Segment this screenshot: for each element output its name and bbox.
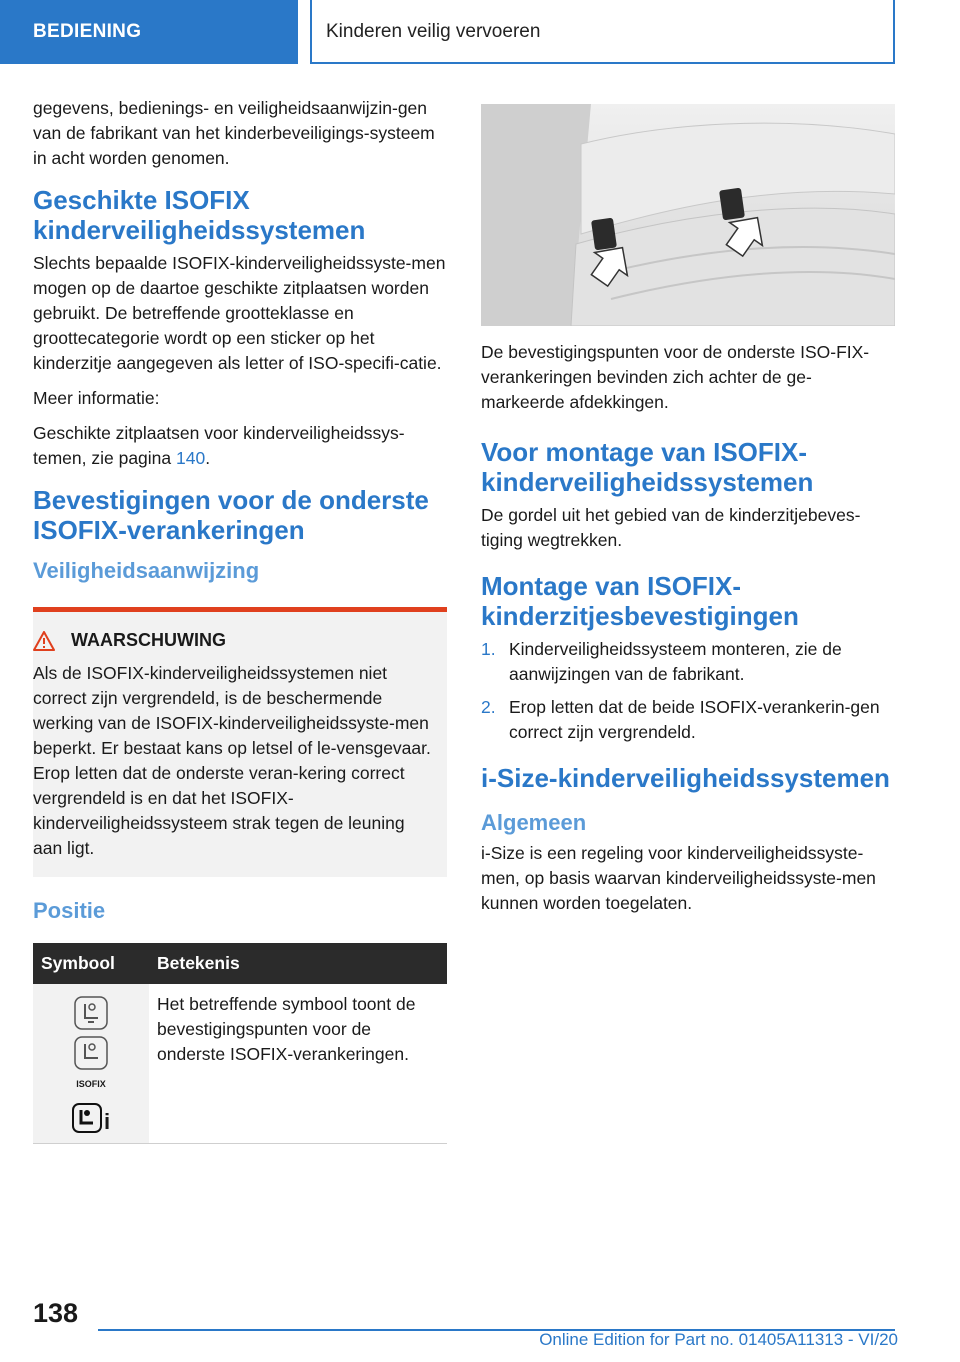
paragraph-voor-montage: De gordel uit het gebied van de kinderzitjebeves-tiging wegtrekken.: [481, 505, 861, 550]
table-header-symbool: Symbool: [33, 943, 149, 984]
reference-paragraph: [33, 421, 447, 471]
warning-text: Als de ISOFIX-kinderveiligheidssystemen niet correct zijn vergrendeld, is de beschermende werking van de ISOFIX-kinderveiligheidssyste-men beperkt. Er bestaat kans op letsel of le-vensgevaar. Erop letten dat de onderste veran-kering correct vergrendeld is en dat het ISOFIX-kinderveiligheidssysteem strak tegen de leuning aan ligt.: [33, 663, 431, 858]
heading-isize: i-Size-kinderveiligheidssystemen: [481, 763, 890, 793]
heading-algemeen: Algemeen: [481, 810, 587, 835]
warning-triangle-icon: [33, 631, 55, 651]
isofix-info-symbol: [39, 1103, 143, 1133]
montage-steps: [481, 637, 895, 745]
section-tab: BEDIENING: [0, 0, 298, 64]
heading-bevestigingen: Bevestigingen voor de onderste ISOFIX-verankeringen: [33, 485, 429, 545]
isofix-seat-icon: [74, 996, 108, 1030]
page-title: Kinderen veilig vervoeren: [310, 0, 895, 64]
isofix-anchor-photo: [481, 104, 895, 326]
heading-veiligheidsaanwijzing: Veiligheidsaanwijzing: [33, 558, 260, 583]
warning-title: [33, 630, 435, 651]
seat-illustration: [481, 104, 895, 326]
reference-text: Geschikte zitplaatsen voor kinderveiligheidssys-temen, zie pagina: [33, 423, 405, 468]
photo-caption: De bevestigingspunten voor de onderste ISO-FIX-verankeringen bevinden zich achter de ge-markeerde afdekkingen.: [481, 342, 870, 412]
heading-voor-montage: Voor montage van ISOFIX-kinderveiligheidssystemen: [481, 437, 814, 497]
heading-geschikt: Geschikte ISOFIX kinderveiligheidssystemen: [33, 185, 366, 245]
right-column: [481, 104, 895, 926]
warning-title-label: WAARSCHUWING: [71, 630, 226, 650]
info-letter: i: [103, 1109, 111, 1134]
isofix-seat-dark-icon: [72, 1103, 102, 1133]
table-header-betekenis: Betekenis: [149, 943, 447, 984]
table-row: [33, 984, 447, 1144]
step-text: Erop letten dat de beide ISOFIX-verankerin-gen correct zijn vergrendeld.: [509, 697, 880, 742]
intro-paragraph: gegevens, bedienings- en veiligheidsaanwijzin-gen van de fabrikant van het kinderbeveiligings-systeem in acht worden genomen.: [33, 98, 435, 168]
meaning-cell: Het betreffende symbool toont de bevestigingspunten voor de onderste ISOFIX-verankeringen.: [149, 984, 447, 1144]
reference-dot: .: [205, 448, 211, 468]
step-number: 2.: [481, 697, 496, 717]
isofix-seat-label-icon: [74, 1036, 108, 1070]
symbol-table: [33, 943, 447, 1144]
paragraph-geschikt: Slechts bepaalde ISOFIX-kinderveiligheidssyste-men mogen op de daartoe geschikte zitplaatsen worden gebruikt. De betreffende grootteklasse en groottecategorie wordt op een sticker op het kinderzitje aangegeven als letter of ISO-specifi-catie.: [33, 253, 446, 373]
page-number: 138: [33, 1298, 79, 1328]
table-header-row: [33, 943, 447, 984]
page-link[interactable]: 140: [176, 448, 206, 468]
meer-informatie-label: Meer informatie:: [33, 388, 160, 408]
list-item: [481, 695, 895, 745]
paragraph-algemeen: i-Size is een regeling voor kinderveiligheidssyste-men, op basis waarvan kinderveiligheidssyste-men kunnen worden toegelaten.: [481, 843, 876, 913]
step-number: 1.: [481, 639, 496, 659]
warning-box: [33, 607, 447, 877]
heading-montage: Montage van ISOFIX-kinderzitjesbevestigingen: [481, 571, 799, 631]
footer-edition: Online Edition for Part no. 01405A11313 - VI/20: [539, 1330, 898, 1349]
isofix-label: ISOFIX: [76, 1079, 106, 1089]
step-text: Kinderveiligheidssysteem monteren, zie de aanwijzingen van de fabrikant.: [509, 639, 842, 684]
heading-positie: Positie: [33, 898, 106, 923]
list-item: [481, 637, 895, 687]
left-column: [33, 96, 447, 1144]
symbol-cell: [33, 984, 149, 1144]
